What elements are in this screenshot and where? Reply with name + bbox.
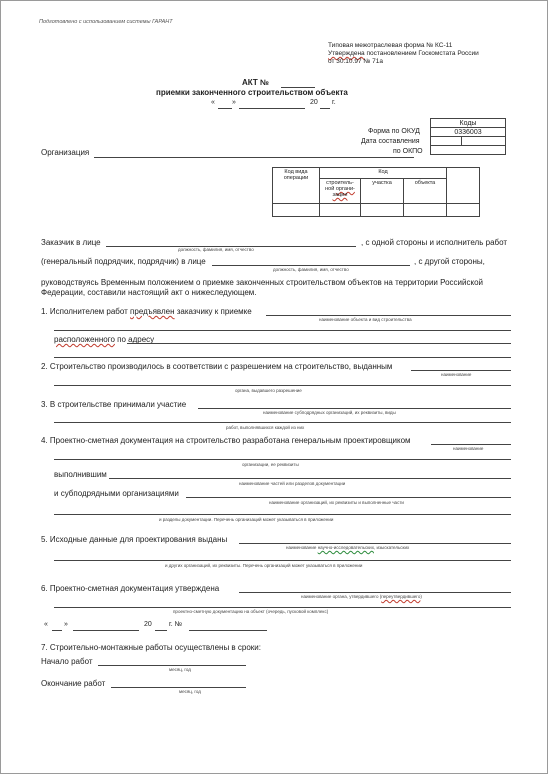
item-4-text: 4. Проектно-сметная документация на строительство разработана генеральным проектировщиком [41, 436, 411, 445]
item-6-text: 6. Проектно-сметная документация утверждена [41, 584, 220, 593]
act-title: АКТ № [242, 78, 269, 87]
item-4-field-3[interactable] [54, 514, 511, 515]
date-day-field[interactable] [218, 108, 232, 109]
item-4-hint-2: организации, ее реквизиты [242, 462, 299, 467]
item-4-sub-label: и субподрядными организациями [54, 489, 179, 498]
item-6-hint-1: наименование органа, утвердившего (переутвердившего) [301, 594, 422, 599]
prepared-note: Подготовлено с использованием системы ГАРАНТ [39, 19, 173, 25]
end-hint: месяц, год [179, 689, 201, 694]
customer-label: Заказчик в лице [41, 238, 101, 247]
item-7-text: 7. Строительно-монтажные работы осуществлены в сроки: [41, 643, 261, 652]
item-4-hint-4: наименование организаций, их реквизиты и выполненные части [269, 500, 404, 505]
item-5-field[interactable] [239, 543, 511, 544]
general-label: (генеральный подрядчик, подрядчик) в лице [41, 257, 206, 266]
item-4-hint-3: наименование частей или разделов документации [239, 481, 346, 486]
operation-code-grid [272, 167, 480, 217]
grid-col-site: участка [361, 179, 404, 204]
item-5-hint-2: и других организаций, их реквизиты. Перечень организаций может указываться в приложении [165, 563, 363, 568]
item-3-hint-1: наименование субподрядных организаций, их реквизиты, виды [263, 410, 396, 415]
customer-hint: должность, фамилия, имя, отчество [178, 247, 254, 252]
date-cell-1[interactable] [431, 137, 462, 146]
item-6-field-2[interactable] [54, 607, 511, 608]
start-label: Начало работ [41, 657, 93, 666]
item-3-hint-2: работ, выполнявшихся каждой из них [226, 425, 305, 430]
item-6-hint-2: проектно-сметную документацию на объект (очередь, пусковой комплекс) [173, 609, 329, 614]
item-6-day-field[interactable] [52, 630, 62, 631]
grid-cell-extra[interactable] [447, 204, 480, 217]
act-subtitle: приемки законченного строительством объекта [156, 88, 348, 97]
grid-code-header: Код [320, 168, 447, 179]
item-6-number-field[interactable] [189, 630, 267, 631]
item-2-field-2[interactable] [54, 385, 511, 386]
one-side-text: , с одной стороны и исполнитель работ [361, 238, 508, 247]
end-field[interactable] [111, 687, 246, 688]
okpo-label: по ОКПО [393, 148, 423, 155]
date-label: Дата составления [361, 138, 420, 145]
contractor-field[interactable] [212, 265, 410, 266]
item-1-field-2[interactable] [54, 330, 511, 331]
item-5-text: 5. Исходные данные для проектирования выданы [41, 535, 228, 544]
date-year-suffix: г. [332, 99, 336, 106]
grid-col-construction: строитель- ной органи- зации [320, 179, 361, 204]
okud-value: 0336003 [431, 128, 506, 137]
organization-label: Организация [41, 148, 90, 157]
item-1-location: расположенного по адресу [54, 335, 155, 344]
item-4-hint-5: и разделы документации. Перечень организаций может указываться в приложении [159, 517, 334, 522]
item-1-field[interactable] [266, 315, 511, 316]
item-2-field[interactable] [411, 370, 511, 371]
other-side-text: , с другой стороны, [414, 257, 485, 266]
item-2-hint-2: органа, выдавшего разрешение [235, 388, 302, 393]
guided-line-1: руководствуясь Временным положением о приемке законченных строительством объектов на территории Российской [41, 278, 483, 287]
approved-rest: постановлением Госкомстата России [364, 50, 479, 57]
date-year-field[interactable] [320, 108, 330, 109]
item-2-text: 2. Строительство производилось в соответствии с разрешением на строительство, выданным [41, 362, 393, 371]
item-1-hint: наименование объекта и вид строительства [319, 317, 412, 322]
grid-cell-site[interactable] [361, 204, 404, 217]
grid-cell-operation[interactable] [273, 204, 320, 217]
contractor-hint: должность, фамилия, имя, отчество [273, 267, 349, 272]
date-close-quote: » [232, 99, 236, 106]
guided-line-2: Федерации, составили настоящий акт о нижеследующем. [41, 288, 257, 297]
approved-line [328, 50, 479, 57]
grid-col-empty [447, 168, 480, 204]
item-4-sub-field[interactable] [186, 497, 511, 498]
grid-cell-construction[interactable] [320, 204, 361, 217]
item-6-date-open: « [44, 621, 48, 628]
item-4-done-field[interactable] [109, 478, 511, 479]
codes-header: Коды [431, 119, 506, 128]
approved-date: от 30.10.97 № 71а [328, 58, 383, 65]
item-5-field-2[interactable] [54, 560, 511, 561]
okud-label: Форма по ОКУД [368, 128, 420, 135]
item-3-field[interactable] [198, 408, 511, 409]
item-1-field-3[interactable] [54, 357, 511, 358]
date-year: 20 [310, 99, 318, 106]
form-title: Типовая межотраслевая форма № КС-11 [328, 42, 453, 49]
item-6-year-field[interactable] [155, 630, 167, 631]
start-hint: месяц, год [169, 667, 191, 672]
end-label: Окончание работ [41, 679, 106, 688]
item-4-done-label: выполнившим [54, 470, 107, 479]
grid-col-object: объекта [404, 179, 447, 204]
codes-table [430, 118, 506, 155]
item-6-year: 20 [144, 621, 152, 628]
approved-word: Утверждена [328, 50, 365, 57]
item-3-text: 3. В строительстве принимали участие [41, 400, 187, 409]
item-4-hint-1: наименование [453, 446, 484, 451]
item-6-month-field[interactable] [73, 630, 139, 631]
start-field[interactable] [98, 665, 246, 666]
grid-cell-object[interactable] [404, 204, 447, 217]
item-4-field-2[interactable] [54, 459, 511, 460]
grid-col-operation: Код вида операции [273, 168, 320, 204]
okpo-cell[interactable] [431, 146, 506, 155]
item-6-field[interactable] [239, 592, 511, 593]
item-6-number-label: г. № [169, 621, 183, 628]
item-2-hint-1: наименование [441, 372, 472, 377]
organization-field[interactable] [94, 157, 414, 158]
item-6-date-close: » [64, 621, 68, 628]
date-cell-2[interactable] [462, 137, 506, 146]
item-5-hint-1: наименование научно-исследовательских, изыскательских [286, 545, 410, 550]
item-1-text: 1. Исполнителем работ предъявлен заказчику к приемке [41, 307, 252, 316]
date-month-field[interactable] [239, 108, 305, 109]
date-open-quote: « [211, 99, 215, 106]
item-4-field[interactable] [431, 444, 511, 445]
item-3-field-2[interactable] [54, 422, 511, 423]
item-1-address-field[interactable] [127, 343, 511, 344]
